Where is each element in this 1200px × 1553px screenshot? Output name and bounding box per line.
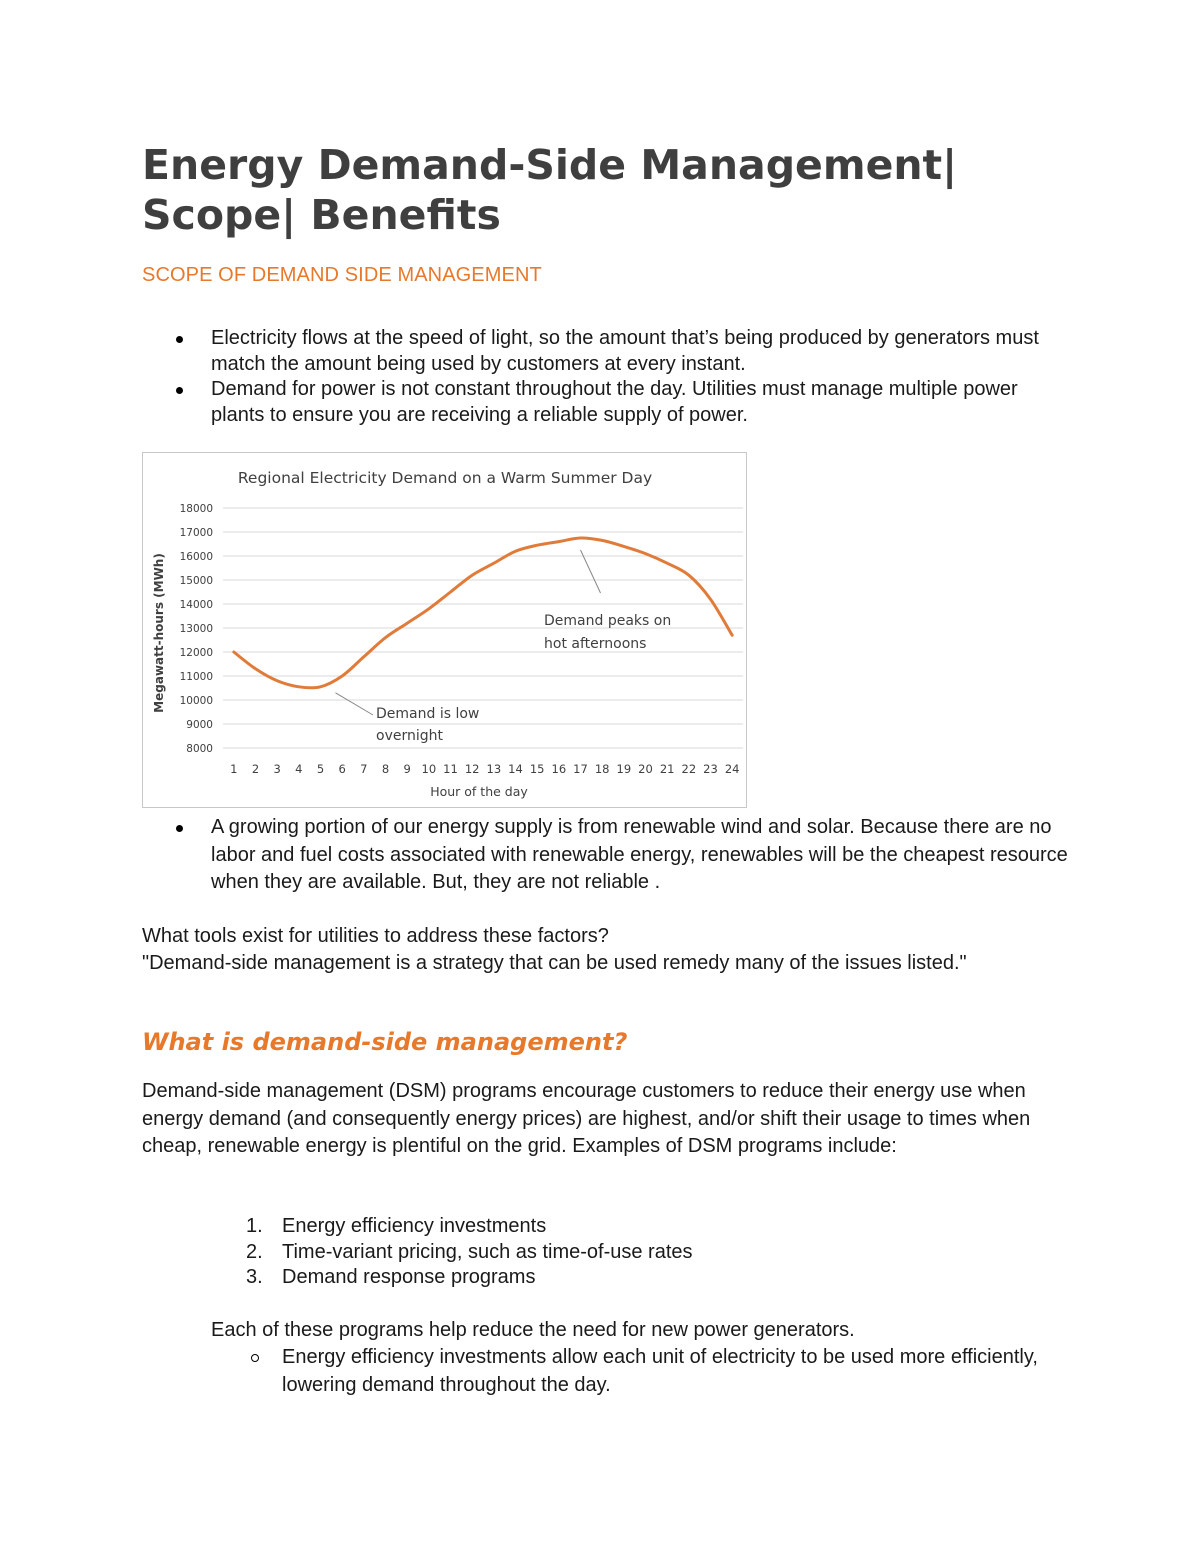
x-tick-label: 8 [381, 762, 390, 776]
list-number: 1. [246, 1215, 263, 1237]
list-item [142, 377, 1072, 428]
x-tick-label: 11 [443, 762, 458, 776]
list-number: 3. [246, 1266, 263, 1288]
low-annotation-line-2: overnight [376, 728, 443, 744]
list-item [142, 1240, 1072, 1266]
bullet-icon [176, 336, 183, 343]
efficiency-sub-bullets [142, 1343, 1072, 1399]
bullet-icon [176, 825, 183, 832]
sub-bullet-text: Energy efficiency investments allow each unit of electricity to be used more efficiently, lowering demand throughout the day. [282, 1346, 1038, 1396]
x-tick-label: 17 [573, 762, 588, 776]
what-is-dsm-heading: What is demand-side management? [142, 1028, 628, 1056]
y-tick-label: 15000 [179, 575, 213, 587]
x-tick-label: 22 [681, 762, 697, 776]
list-item [142, 1214, 1072, 1240]
x-tick-label: 7 [360, 762, 368, 776]
list-item [142, 1343, 1072, 1399]
x-tick-label: 2 [251, 762, 260, 776]
bullet-text: A growing portion of our energy supply is from renewable wind and solar. Because there are no labor and fuel costs associated with renewable energy, renewables will be the cheapest resource when they are available. But, they are not reliable . [211, 816, 1068, 893]
peak-annotation-line-2: hot afternoons [544, 636, 647, 652]
y-tick-label: 16000 [179, 551, 213, 563]
dsm-program-list [142, 1214, 1072, 1291]
renewable-bullet-list [142, 814, 1072, 897]
y-tick-label: 10000 [179, 695, 213, 707]
y-tick-label: 13000 [179, 623, 213, 635]
y-tick-label: 12000 [179, 647, 213, 659]
x-tick-label: 6 [338, 762, 346, 776]
y-tick-label: 14000 [179, 599, 213, 611]
x-tick-label: 1 [230, 762, 238, 776]
programs-note: Each of these programs help reduce the need for new power generators. [211, 1319, 855, 1341]
x-tick-label: 5 [316, 762, 325, 776]
demand-chart-svg [143, 453, 746, 807]
x-tick-label: 4 [295, 762, 303, 776]
program-label: Energy efficiency investments [282, 1215, 547, 1237]
low-annotation-leader [336, 693, 374, 715]
y-tick-label: 18000 [179, 503, 213, 515]
x-axis-label: Hour of the day [430, 784, 528, 799]
x-tick-label: 16 [551, 762, 567, 776]
bullet-text: Electricity flows at the speed of light, so the amount that’s being produced by generators must match the amount being used by customers at every instant. [211, 327, 1039, 375]
x-tick-label: 21 [659, 762, 675, 776]
question-text: What tools exist for utilities to address these factors? [142, 925, 609, 947]
x-tick-label: 14 [508, 762, 523, 776]
y-tick-label: 17000 [179, 527, 213, 539]
x-tick-label: 3 [273, 762, 281, 776]
peak-annotation-line-1: Demand peaks on [544, 613, 672, 629]
list-item [142, 814, 1072, 897]
bullet-icon [176, 387, 183, 394]
demand-chart [142, 452, 747, 808]
circle-bullet-icon [251, 1354, 259, 1362]
x-axis-ticks [230, 762, 739, 776]
list-item [142, 1265, 1072, 1291]
scope-bullet-list [142, 326, 1072, 428]
x-tick-label: 19 [616, 762, 632, 776]
y-tick-label: 11000 [179, 671, 213, 683]
chart-title: Regional Electricity Demand on a Warm Summer Day [237, 469, 653, 487]
x-tick-label: 10 [421, 762, 437, 776]
list-number: 2. [246, 1240, 263, 1263]
list-item [142, 326, 1072, 377]
x-tick-label: 18 [594, 762, 610, 776]
y-axis-label: Megawatt-hours (MWh) [152, 553, 166, 713]
low-annotation-line-1: Demand is low [376, 706, 480, 722]
x-tick-label: 9 [403, 762, 411, 776]
x-tick-label: 20 [638, 762, 653, 776]
dsm-paragraph: Demand-side management (DSM) programs encourage customers to reduce their energy use when energy demand (and consequently energy prices) are highest, and/or shift their usage to times when cheap, renewable energy is plentiful on the grid. Examples of DSM programs include: [142, 1080, 1031, 1157]
document-title: Energy Demand-Side Management| Scope| Benefits [142, 141, 958, 239]
y-axis-ticks [180, 503, 213, 755]
x-tick-label: 13 [486, 762, 502, 776]
bullet-text: Demand for power is not constant throughout the day. Utilities must manage multiple power plants to ensure you are receiving a reliable supply of power. [211, 378, 1018, 426]
program-label: Demand response programs [282, 1266, 536, 1288]
x-tick-label: 23 [703, 762, 718, 776]
x-tick-label: 24 [724, 762, 740, 776]
y-tick-label: 8000 [186, 743, 213, 755]
y-tick-label: 9000 [186, 719, 213, 731]
quote-text: "Demand-side management is a strategy that can be used remedy many of the issues listed." [142, 952, 967, 974]
x-tick-label: 12 [464, 762, 480, 776]
scope-heading: SCOPE OF DEMAND SIDE MANAGEMENT [142, 264, 542, 286]
program-label: Time-variant pricing, such as time-of-use rates [282, 1240, 693, 1263]
x-tick-label: 15 [529, 762, 545, 776]
